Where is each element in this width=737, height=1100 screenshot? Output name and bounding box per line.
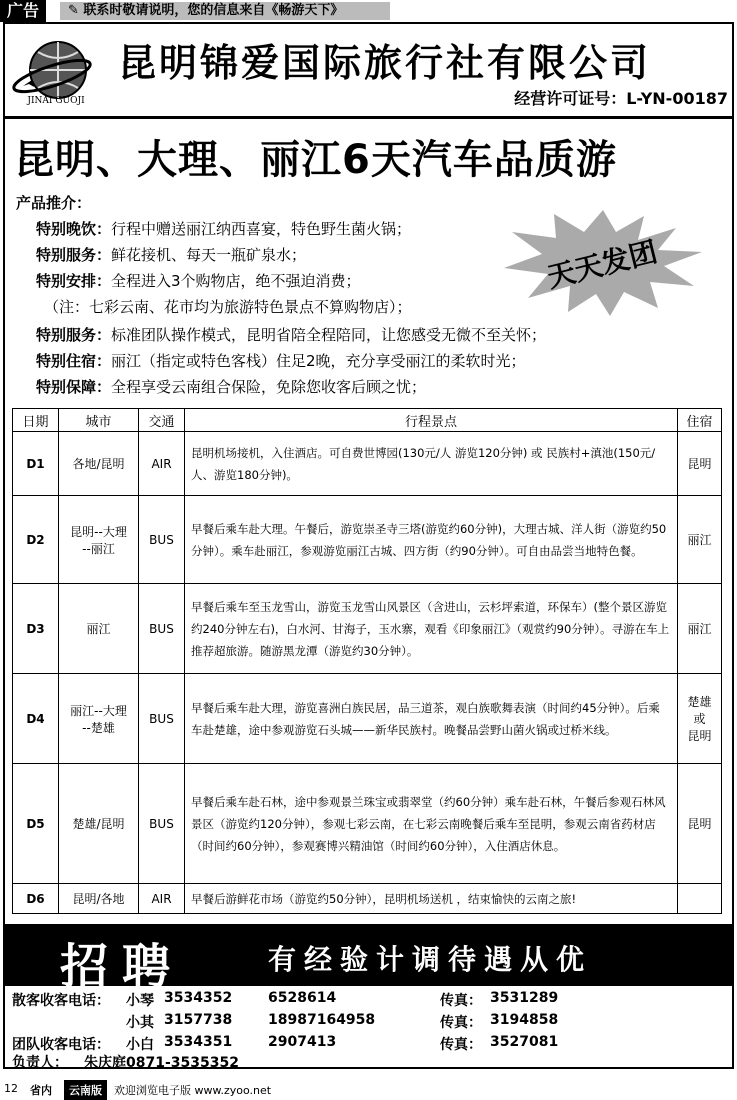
feature-note: （注：七彩云南、花市均为旅游特色景点不算购物店）； <box>44 298 412 316</box>
table-row <box>13 764 722 884</box>
fax-label: 传真： <box>440 1037 482 1053</box>
ad-notice: ✎ 联系时敬请说明，您的信息来自《畅游天下》 <box>60 2 390 20</box>
contact-phone: 3157738 <box>164 1012 233 1028</box>
stay-cell: 昆明 <box>678 432 722 496</box>
day-cell: D4 <box>13 674 59 764</box>
transport-cell: AIR <box>139 884 185 914</box>
city-cell: 丽江 <box>59 584 139 674</box>
transport-cell: AIR <box>139 432 185 496</box>
header-divider <box>3 116 734 119</box>
stay-cell: 楚雄 或 昆明 <box>678 674 722 764</box>
company-name: 昆明锦爱国际旅行社有限公司 <box>118 41 652 85</box>
tour-title: 昆明、大理、丽江6天汽车品质游 <box>14 137 617 183</box>
fax-label: 传真： <box>440 993 482 1009</box>
day-cell: D5 <box>13 764 59 884</box>
page-number: 12 <box>4 1082 18 1095</box>
day-cell: D2 <box>13 496 59 584</box>
daily-departure-burst <box>498 208 708 318</box>
feature-item: 特别服务：鲜花接机、每天一瓶矿泉水； <box>36 246 307 264</box>
contact-label: 团队收客电话： <box>12 1037 110 1053</box>
itinerary-table <box>12 408 722 914</box>
feature-item: 特别服务：标准团队操作模式，昆明省陪全程陪同，让您感受无微不至关怀； <box>36 326 547 344</box>
stay-cell: 丽江 <box>678 496 722 584</box>
recruit-subtitle: 有经验计调待遇从优 <box>268 943 593 976</box>
itinerary-cell: 昆明机场接机，入住酒店。可自费世博园(130元/人 游览120分钟) 或 民族村+滇池(150元/人、游览180分钟)。 <box>185 432 678 496</box>
contact-phone: 6528614 <box>268 990 337 1006</box>
city-cell: 昆明/各地 <box>59 884 139 914</box>
website-link[interactable]: 欢迎浏览电子版 www.zyoo.net <box>114 1084 272 1097</box>
table-row <box>13 432 722 496</box>
license-number: 经营许可证号：L-YN-00187 <box>514 89 728 108</box>
table-row <box>13 674 722 764</box>
stay-cell <box>678 884 722 914</box>
fax-label: 传真： <box>440 1015 482 1031</box>
owner-label: 负责人： <box>12 1055 68 1071</box>
feature-item: 特别安排：全程进入3个购物店，绝不强迫消费； <box>36 272 361 290</box>
day-cell: D1 <box>13 432 59 496</box>
transport-cell: BUS <box>139 584 185 674</box>
fax-number: 3531289 <box>490 990 559 1006</box>
contact-phone: 3534351 <box>164 1034 233 1050</box>
stay-cell: 昆明 <box>678 764 722 884</box>
itinerary-cell: 早餐后乘车赴石林，途中参观景兰珠宝或翡翠堂（约60分钟）乘车赴石林，午餐后参观石林风景区（游览约120分钟），参观七彩云南，在七彩云南晚餐后乘车至昆明，参观云南省药材店（时间约60分钟），参观赛博兴精油馆（时间约60分钟），入住酒店休息。 <box>185 764 678 884</box>
owner-contact: 朱庆庭0871-3535352 <box>84 1055 239 1071</box>
contact-phone: 3534352 <box>164 990 233 1006</box>
logo-text: JINAI GUOJI <box>27 96 85 106</box>
col-city: 城市 <box>59 409 139 432</box>
stay-cell: 丽江 <box>678 584 722 674</box>
transport-cell: BUS <box>139 496 185 584</box>
contact-phone: 2907413 <box>268 1034 337 1050</box>
contact-name: 小其 <box>126 1015 154 1031</box>
city-cell: 丽江--大理 --楚雄 <box>59 674 139 764</box>
feature-item: 特别晚饮：行程中赠送丽江纳西喜宴，特色野生菌火锅； <box>36 220 412 238</box>
itinerary-cell: 早餐后乘车至玉龙雪山，游览玉龙雪山风景区（含进山，云杉坪索道，环保车）(整个景区游览约240分钟左右)，白水河、甘海子，玉水寨，观看《印象丽江》（观赏约90分钟）。寻游在车上推荐超旅游。随游黑龙潭（游览约30分钟）。 <box>185 584 678 674</box>
col-date: 日期 <box>13 409 59 432</box>
contact-name: 小白 <box>126 1037 154 1053</box>
table-header-row <box>13 409 722 432</box>
features-heading: 产品推介： <box>16 194 92 212</box>
page-footer <box>0 1080 737 1100</box>
fax-number: 3194858 <box>490 1012 559 1028</box>
ad-notice-text: 联系时敬请说明，您的信息来自《畅游天下》 <box>83 3 344 18</box>
contact-label: 散客收客电话： <box>12 993 110 1009</box>
itinerary-cell: 早餐后游鲜花市场（游览约50分钟），昆明机场送机 ，结束愉快的云南之旅! <box>185 884 678 914</box>
day-cell: D3 <box>13 584 59 674</box>
transport-cell: BUS <box>139 674 185 764</box>
contact-phone: 18987164958 <box>268 1012 376 1028</box>
edition-badge: 云南版 <box>64 1080 107 1100</box>
feature-item: 特别住宿：丽江（指定或特色客栈）住足2晚，充分享受丽江的柔软时光； <box>36 352 526 370</box>
burst-text: 天天发团 <box>543 235 661 295</box>
itinerary-cell: 早餐后乘车赴大理，游览喜洲白族民居，品三道茶，观白族歌舞表演（时间约45分钟）。后乘车赴楚雄，途中参观游览石头城——新华民族村。晚餐品尝野山菌火锅或过桥米线。 <box>185 674 678 764</box>
table-row <box>13 584 722 674</box>
table-row <box>13 884 722 914</box>
itinerary-cell: 早餐后乘车赴大理。午餐后，游览崇圣寺三塔(游览约60分钟)，大理古城、洋人街（游览约50分钟）。乘车赴丽江，参观游览丽江古城、四方街（约90分钟）。可自由品尝当地特色餐。 <box>185 496 678 584</box>
ad-tag: 广告 <box>0 0 46 22</box>
col-stay: 住宿 <box>678 409 722 432</box>
table-row <box>13 496 722 584</box>
recruit-heading: 招聘 <box>60 939 185 995</box>
transport-cell: BUS <box>139 764 185 884</box>
feature-item: 特别保障：全程享受云南组合保险，免除您收客后顾之忧； <box>36 378 427 396</box>
col-transport: 交通 <box>139 409 185 432</box>
fax-number: 3527081 <box>490 1034 559 1050</box>
section-label: 省内 <box>30 1084 52 1097</box>
city-cell: 楚雄/昆明 <box>59 764 139 884</box>
city-cell: 各地/昆明 <box>59 432 139 496</box>
day-cell: D6 <box>13 884 59 914</box>
contact-name: 小琴 <box>126 993 154 1009</box>
city-cell: 昆明--大理 --丽江 <box>59 496 139 584</box>
col-itinerary: 行程景点 <box>185 409 678 432</box>
